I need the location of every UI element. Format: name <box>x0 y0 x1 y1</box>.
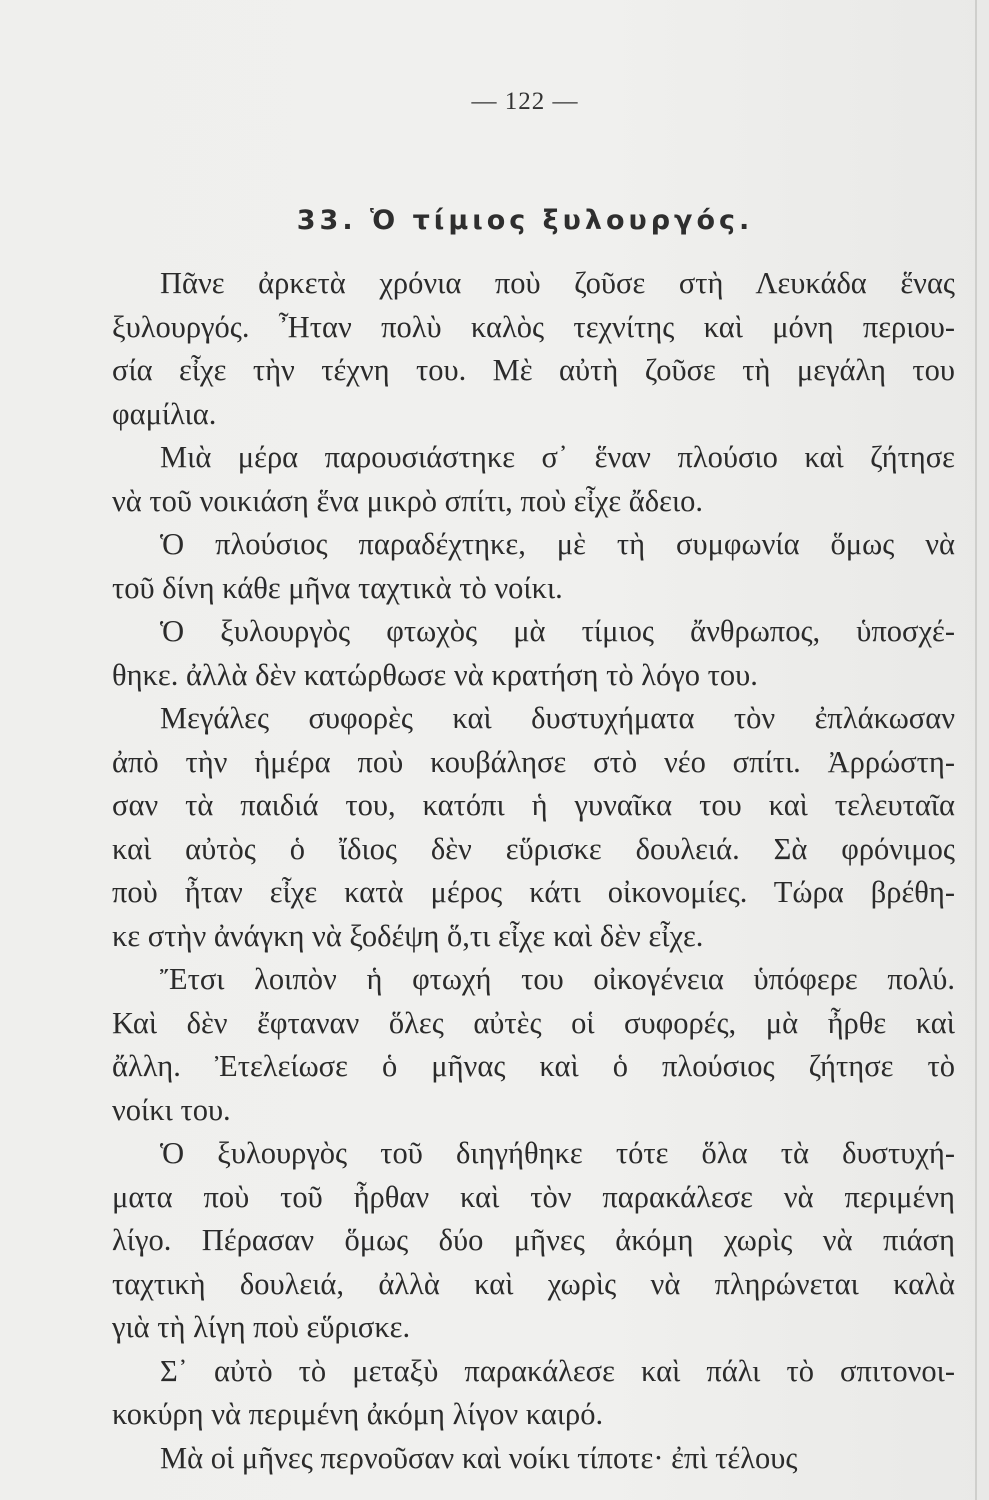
body-text <box>112 262 955 1480</box>
paragraph <box>112 697 955 958</box>
page-number: — 122 — <box>471 88 579 115</box>
text-line: Μὰ οἱ μῆνες περνοῦσαν καὶ νοίκι τίποτε· ἐπὶ τέλους <box>160 1440 798 1475</box>
paragraph <box>112 1132 955 1350</box>
text-line: καὶ αὐτὸς ὁ ἴδιος δὲν εὕρισκε δουλειά. Σὰ φρόνιμος <box>112 831 955 866</box>
text-line: Ὁ ξυλουργὸς τοῦ διηγήθηκε τότε ὅλα τὰ δυστυχή- <box>160 1136 955 1170</box>
paragraph <box>112 1437 955 1481</box>
text-line: Ὁ πλούσιος παραδέχτηκε, μὲ τὴ συμφωνία ὅμως νὰ <box>160 527 955 561</box>
text-line: Ὁ ξυλουργὸς φτωχὸς μὰ τίμιος ἄνθρωπος, ὑποσχέ- <box>160 614 955 648</box>
text-line: ξυλουργός. Ἦταν πολὺ καλὸς τεχνίτης καὶ μόνη περιου- <box>112 309 955 344</box>
paragraph <box>112 1350 955 1437</box>
paragraph <box>112 610 955 697</box>
text-line: νοίκι του. <box>112 1092 231 1127</box>
text-line: γιὰ τὴ λίγη ποὺ εὕρισκε. <box>112 1310 411 1344</box>
text-line: ἄλλη. Ἐτελείωσε ὁ μῆνας καὶ ὁ πλούσιος ζήτησε τὸ <box>112 1049 955 1083</box>
paragraph <box>112 436 955 523</box>
paragraph <box>112 262 955 436</box>
text-line: κε στὴν ἀνάγκη νὰ ξοδέψη ὅ,τι εἶχε καὶ δὲν εἶχε. <box>112 918 704 953</box>
text-line: ταχτικὴ δουλειά, ἀλλὰ καὶ χωρὶς νὰ πληρώνεται καλὰ <box>112 1266 955 1301</box>
text-line: ποὺ ἦταν εἶχε κατὰ μέρος κάτι οἰκονομίες. Τώρα βρέθη- <box>112 875 955 909</box>
text-line: κοκύρη νὰ περιμένη ἀκόμη λίγον καιρό. <box>112 1397 604 1431</box>
chapter-title: 33. Ὁ τίμιος ξυλουργός. <box>296 205 754 236</box>
text-line: θηκε. ἀλλὰ δὲν κατώρθωσε νὰ κρατήση τὸ λόγο του. <box>112 657 758 692</box>
text-line: Μεγάλες συφορὲς καὶ δυστυχήματα τὸν ἐπλάκωσαν <box>160 701 955 735</box>
paragraph <box>112 958 955 1132</box>
text-line: Μιὰ μέρα παρουσιάστηκε σ᾿ ἕναν πλούσιο καὶ ζήτησε <box>160 440 955 474</box>
text-line: ματα ποὺ τοῦ ἦρθαν καὶ τὸν παρακάλεσε νὰ περιμένη <box>112 1179 955 1214</box>
text-line: σαν τὰ παιδιά του, κατόπι ἡ γυναῖκα του καὶ τελευταῖα <box>112 788 955 822</box>
text-line: λίγο. Πέρασαν ὅμως δύο μῆνες ἀκόμη χωρὶς νὰ πιάση <box>112 1223 955 1257</box>
text-line: Πᾶνε ἀρκετὰ χρόνια ποὺ ζοῦσε στὴ Λευκάδα ἕνας <box>160 266 955 300</box>
paragraph <box>112 523 955 610</box>
text-line: τοῦ δίνη κάθε μῆνα ταχτικὰ τὸ νοίκι. <box>112 570 563 605</box>
text-line: φαμίλια. <box>112 396 217 431</box>
text-line: σία εἶχε τὴν τέχνη του. Μὲ αὐτὴ ζοῦσε τὴ μεγάλη του <box>112 353 955 387</box>
text-line: Καὶ δὲν ἔφταναν ὅλες αὐτὲς οἱ συφορές, μὰ ἦρθε καὶ <box>112 1005 955 1040</box>
text-line: νὰ τοῦ νοικιάση ἕνα μικρὸ σπίτι, ποὺ εἶχε ἄδειο. <box>112 483 704 518</box>
text-line: Σ᾿ αὐτὸ τὸ μεταξὺ παρακάλεσε καὶ πάλι τὸ σπιτονοι- <box>160 1353 955 1388</box>
text-line: Ἔτσι λοιπὸν ἡ φτωχή του οἰκογένεια ὑπόφερε πολύ. <box>160 962 955 996</box>
text-line: ἀπὸ τὴν ἡμέρα ποὺ κουβάλησε στὸ νέο σπίτι. Ἀρρώστη- <box>112 744 955 779</box>
